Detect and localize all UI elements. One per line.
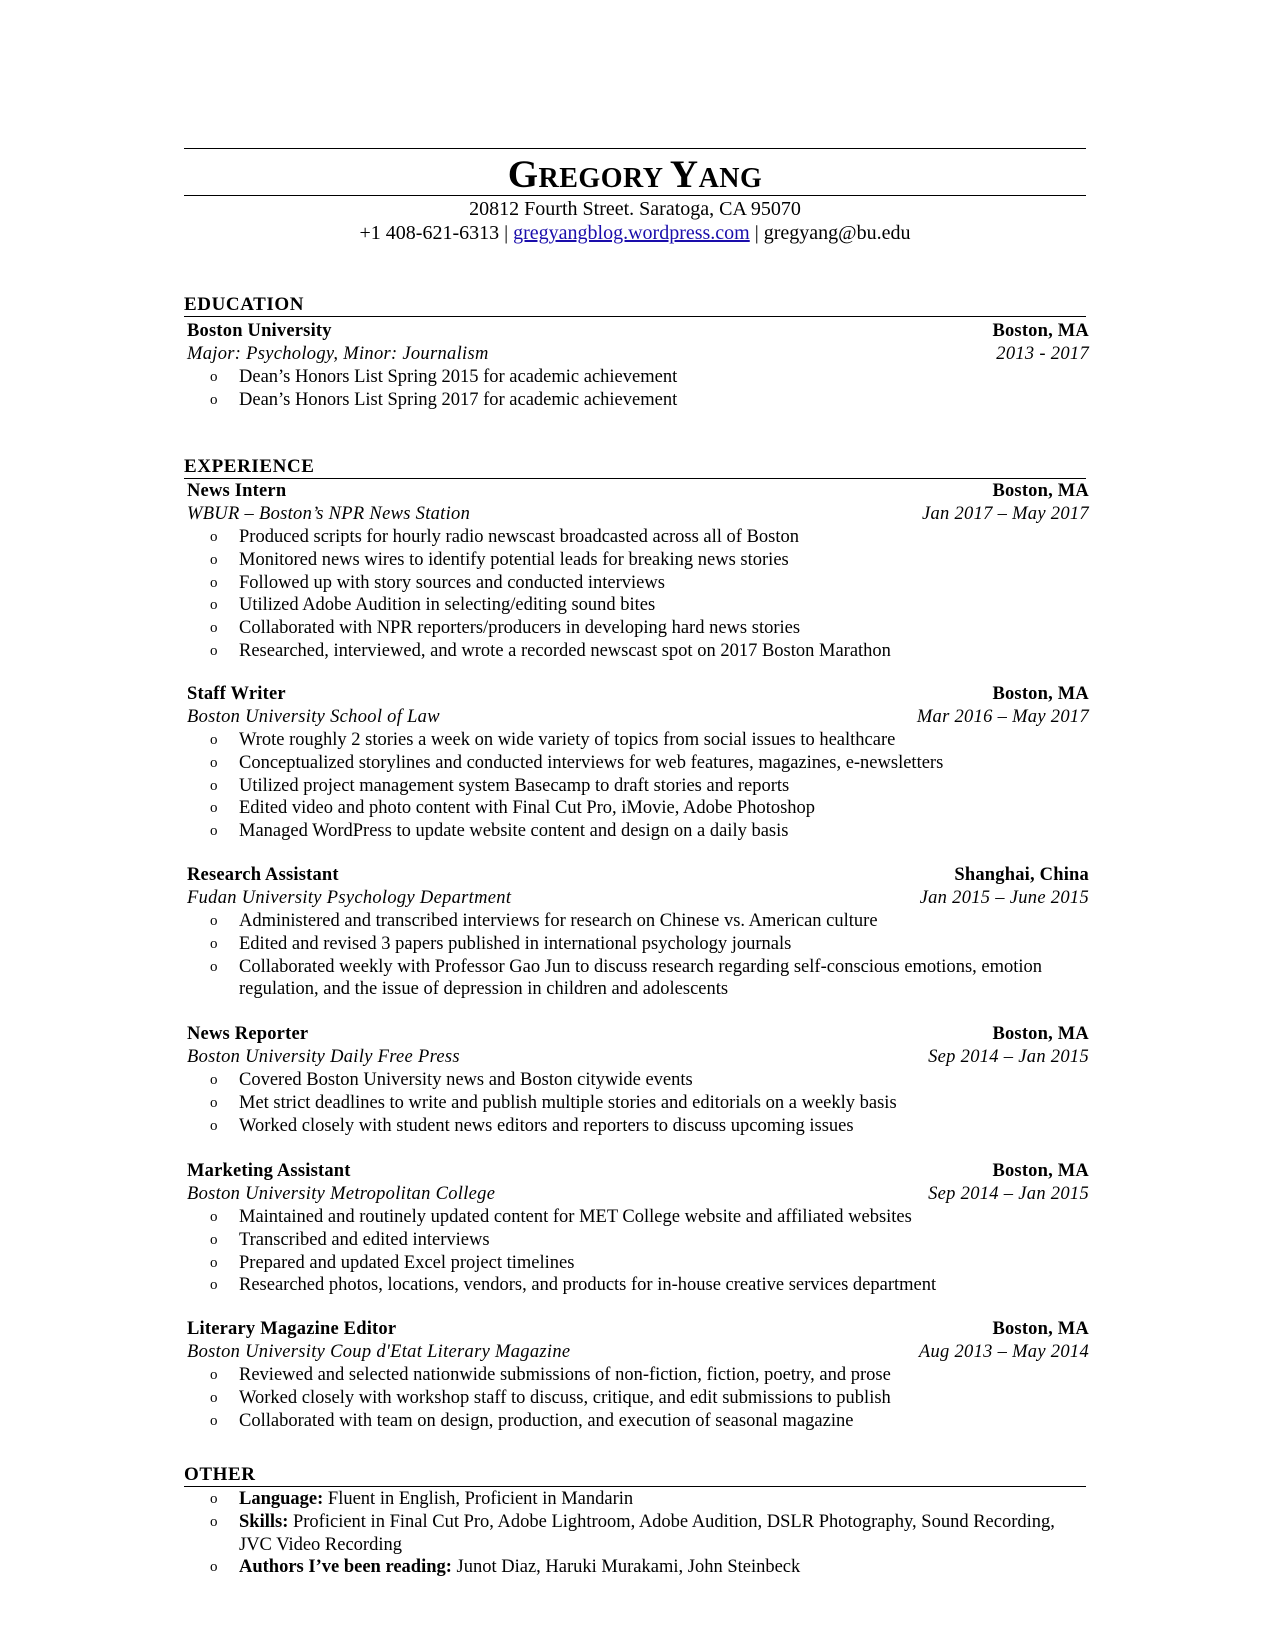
list-item: o Utilized project management system Basecamp to draft stories and reports bbox=[210, 775, 790, 796]
bullet-icon: o bbox=[210, 1277, 218, 1294]
bullet-icon: o bbox=[210, 777, 218, 794]
section-title-other: OTHER bbox=[184, 1464, 256, 1485]
list-item: o Produced scripts for hourly radio newscast broadcasted across all of Boston bbox=[210, 527, 799, 547]
list-item: o Administered and transcribed interviews for research on Chinese vs. American culture bbox=[210, 911, 878, 931]
list-item: o Covered Boston University news and Boston citywide events bbox=[210, 1070, 693, 1090]
job-bullets bbox=[187, 1206, 1089, 1297]
bullet-icon: o bbox=[210, 1367, 218, 1383]
bullet-icon: o bbox=[210, 620, 218, 637]
website-link[interactable]: gregyangblog.wordpress.com bbox=[513, 222, 750, 244]
school-name: Boston University bbox=[187, 321, 332, 341]
education-bullets bbox=[187, 366, 1089, 412]
bullet-icon: o bbox=[210, 369, 218, 385]
bullet-icon: o bbox=[210, 1559, 218, 1576]
name-last-rest: ANG bbox=[698, 163, 763, 194]
list-item: o Transcribed and edited interviews bbox=[210, 1229, 490, 1250]
bullet-icon: o bbox=[210, 1254, 218, 1271]
other-section-header bbox=[184, 1465, 1086, 1487]
name-heading bbox=[184, 152, 1086, 197]
job-entry bbox=[187, 683, 1089, 843]
job-title: News Intern bbox=[187, 481, 287, 501]
bullet-icon: o bbox=[210, 800, 218, 817]
bullet-icon: o bbox=[210, 1094, 218, 1111]
job-org: Boston University Coup d'Etat Literary Magazine bbox=[187, 1342, 571, 1362]
phone-number: +1 408-621-6313 bbox=[359, 222, 500, 244]
section-rule bbox=[184, 316, 1086, 317]
list-item: o Researched, interviewed, and wrote a recorded newscast spot on 2017 Boston Marathon bbox=[210, 640, 891, 661]
job-bullets bbox=[187, 910, 1089, 1001]
section-title-experience: EXPERIENCE bbox=[184, 456, 315, 477]
job-title: Literary Magazine Editor bbox=[187, 1319, 397, 1339]
list-item: o Reviewed and selected nationwide submissions of non-fiction, fiction, poetry, and prose bbox=[210, 1365, 891, 1385]
job-bullets bbox=[187, 729, 1089, 843]
address-line: 20812 Fourth Street. Saratoga, CA 95070 bbox=[469, 198, 801, 220]
bullet-icon: o bbox=[210, 1209, 218, 1225]
job-location: Boston, MA bbox=[992, 1024, 1089, 1044]
bullet-icon: o bbox=[210, 1491, 218, 1507]
bullet-icon: o bbox=[210, 754, 218, 771]
list-item: o Utilized Adobe Audition in selecting/editing sound bites bbox=[210, 595, 656, 616]
education-entry bbox=[187, 320, 1089, 412]
job-title: News Reporter bbox=[187, 1024, 309, 1044]
education-section-header bbox=[184, 295, 1086, 317]
list-item: o Collaborated with NPR reporters/producers in developing hard news stories bbox=[210, 618, 801, 639]
bullet-icon: o bbox=[210, 1412, 218, 1429]
job-location: Boston, MA bbox=[992, 1161, 1089, 1181]
email-address: gregyang@bu.edu bbox=[763, 222, 911, 244]
job-entry bbox=[187, 1023, 1089, 1137]
list-item bbox=[187, 1511, 1089, 1557]
job-bullets bbox=[187, 1069, 1089, 1137]
item-label: Language: bbox=[239, 1489, 324, 1509]
job-bullets bbox=[187, 1364, 1089, 1432]
job-location: Shanghai, China bbox=[954, 865, 1089, 885]
job-dates: Sep 2014 – Jan 2015 bbox=[928, 1047, 1089, 1067]
bullet-icon: o bbox=[210, 1072, 218, 1088]
bullet-icon: o bbox=[210, 551, 218, 568]
bullet-icon: o bbox=[210, 935, 218, 952]
bullet-icon: o bbox=[210, 642, 218, 659]
bullet-icon: o bbox=[210, 597, 218, 614]
job-dates: Aug 2013 – May 2014 bbox=[918, 1342, 1089, 1362]
other-entry bbox=[187, 1488, 1089, 1579]
list-item: o Maintained and routinely updated content for MET College website and affiliated websites bbox=[210, 1207, 912, 1227]
list-item: o Monitored news wires to identify potential leads for breaking news stories bbox=[210, 549, 789, 570]
list-item: o Dean’s Honors List Spring 2015 for academic achievement bbox=[210, 367, 678, 387]
job-entry bbox=[187, 1318, 1089, 1432]
bullet-icon: o bbox=[210, 823, 218, 840]
list-item: o Followed up with story sources and conducted interviews bbox=[210, 572, 665, 593]
list-item: o Managed WordPress to update website content and design on a daily basis bbox=[210, 821, 789, 842]
item-label: Skills: bbox=[239, 1511, 289, 1532]
separator: | bbox=[754, 222, 759, 244]
job-location: Boston, MA bbox=[992, 1319, 1089, 1339]
list-item: o Edited and revised 3 papers published in international psychology journals bbox=[210, 933, 792, 954]
bullet-icon: o bbox=[210, 732, 218, 748]
job-org: WBUR – Boston’s NPR News Station bbox=[187, 504, 471, 524]
education-dates: 2013 - 2017 bbox=[996, 344, 1089, 364]
job-title: Research Assistant bbox=[187, 865, 339, 885]
bullet-icon: o bbox=[210, 1513, 218, 1530]
list-item: o Collaborated weekly with Professor Gao Jun to discuss research regarding self-conscious emotions, emotion regulation, and the issue of depression in children and adolescents bbox=[210, 956, 1043, 1000]
school-location: Boston, MA bbox=[992, 321, 1089, 341]
bullet-icon: o bbox=[210, 1117, 218, 1134]
bullet-icon: o bbox=[210, 1231, 218, 1248]
list-item: o Collaborated with team on design, production, and execution of seasonal magazine bbox=[210, 1410, 854, 1431]
header-top-rule bbox=[184, 148, 1086, 149]
item-text: Fluent in English, Proficient in Mandarin bbox=[327, 1489, 634, 1509]
job-title: Staff Writer bbox=[187, 684, 286, 704]
other-bullets bbox=[187, 1488, 1089, 1579]
degree: Major: Psychology, Minor: Journalism bbox=[187, 344, 489, 364]
bullet-icon: o bbox=[210, 1389, 218, 1406]
list-item: o Researched photos, locations, vendors, and products for in-house creative services department bbox=[210, 1275, 937, 1296]
item-text: Proficient in Final Cut Pro, Adobe Lightroom, Adobe Audition, DSLR Photography, Sound Recording, JVC Video Recording bbox=[239, 1511, 1055, 1555]
list-item: o Worked closely with student news editors and reporters to discuss upcoming issues bbox=[210, 1115, 854, 1136]
bullet-icon: o bbox=[210, 958, 218, 975]
list-item: o Wrote roughly 2 stories a week on wide variety of topics from social issues to healthcare bbox=[210, 730, 896, 750]
list-item: o Edited video and photo content with Final Cut Pro, iMovie, Adobe Photoshop bbox=[210, 798, 816, 819]
section-rule bbox=[184, 478, 1086, 479]
list-item: o Worked closely with workshop staff to discuss, critique, and edit submissions to publish bbox=[210, 1387, 891, 1408]
list-item: o Dean’s Honors List Spring 2017 for academic achievement bbox=[210, 389, 678, 410]
job-org: Fudan University Psychology Department bbox=[187, 888, 512, 908]
job-location: Boston, MA bbox=[992, 684, 1089, 704]
name-first-rest: REGORY bbox=[538, 163, 663, 194]
name-first-initial: G bbox=[507, 153, 539, 196]
separator: | bbox=[504, 222, 509, 244]
job-location: Boston, MA bbox=[992, 481, 1089, 501]
job-bullets bbox=[187, 526, 1089, 663]
job-title: Marketing Assistant bbox=[187, 1161, 351, 1181]
bullet-icon: o bbox=[210, 529, 218, 545]
job-entry bbox=[187, 480, 1089, 663]
list-item: o Met strict deadlines to write and publish multiple stories and editorials on a weekly basis bbox=[210, 1092, 897, 1113]
list-item bbox=[187, 1556, 1089, 1579]
section-rule bbox=[184, 1486, 1086, 1487]
list-item: o Conceptualized storylines and conducted interviews for web features, magazines, e-newsletters bbox=[210, 752, 944, 773]
job-dates: Mar 2016 – May 2017 bbox=[916, 707, 1089, 727]
job-dates: Jan 2015 – June 2015 bbox=[919, 888, 1089, 908]
list-item: o Prepared and updated Excel project timelines bbox=[210, 1252, 575, 1273]
job-org: Boston University Daily Free Press bbox=[187, 1047, 460, 1067]
list-item bbox=[187, 1488, 1089, 1511]
job-org: Boston University Metropolitan College bbox=[187, 1184, 496, 1204]
job-entry bbox=[187, 864, 1089, 1001]
job-org: Boston University School of Law bbox=[187, 707, 440, 727]
bullet-icon: o bbox=[210, 391, 218, 408]
job-dates: Jan 2017 – May 2017 bbox=[921, 504, 1089, 524]
job-entry bbox=[187, 1160, 1089, 1297]
contact-line bbox=[184, 222, 1086, 245]
section-title-education: EDUCATION bbox=[184, 294, 305, 315]
experience-section-header bbox=[184, 457, 1086, 479]
bullet-icon: o bbox=[210, 913, 218, 929]
job-dates: Sep 2014 – Jan 2015 bbox=[928, 1184, 1089, 1204]
header-bottom-rule bbox=[184, 195, 1086, 196]
bullet-icon: o bbox=[210, 574, 218, 591]
item-label: Authors I’ve been reading: bbox=[239, 1557, 452, 1578]
name-last-initial: Y bbox=[669, 153, 699, 196]
item-text: Junot Diaz, Haruki Murakami, John Steinbeck bbox=[456, 1557, 801, 1578]
